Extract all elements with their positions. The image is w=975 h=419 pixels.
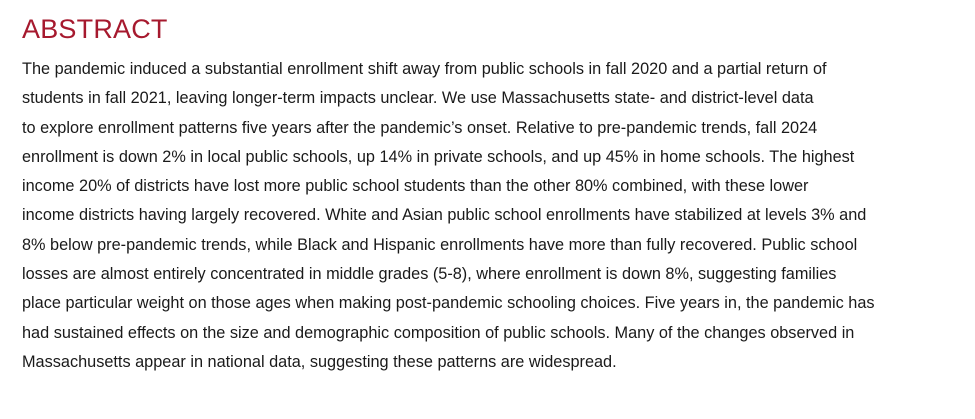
abstract-section [22, 12, 967, 377]
abstract-heading: ABSTRACT [22, 14, 168, 44]
abstract-line: losses are almost entirely concentrated in middle grades (5-8), where enrollment is down 8%, suggesting families [22, 265, 837, 284]
abstract-line: place particular weight on those ages when making post-pandemic schooling choices. Five years in, the pandemic has [22, 294, 875, 313]
abstract-line: enrollment is down 2% in local public schools, up 14% in private schools, and up 45% in home schools. The highest [22, 147, 855, 166]
abstract-line: Massachusetts appear in national data, suggesting these patterns are widespread. [22, 352, 617, 371]
abstract-line: income districts having largely recovered. White and Asian public school enrollments have stabilized at levels 3% and [22, 206, 867, 225]
abstract-line: 8% below pre-pandemic trends, while Black and Hispanic enrollments have more than fully recovered. Public school [22, 235, 858, 254]
abstract-body [22, 55, 967, 377]
abstract-line: The pandemic induced a substantial enrollment shift away from public schools in fall 2020 and a partial return of [22, 60, 827, 78]
abstract-line: students in fall 2021, leaving longer-term impacts unclear. We use Massachusetts state- and district-level data [22, 89, 814, 108]
abstract-line: income 20% of districts have lost more public school students than the other 80% combined, with these lower [22, 177, 809, 196]
abstract-line: to explore enrollment patterns five years after the pandemic’s onset. Relative to pre-pandemic trends, fall 2024 [22, 118, 818, 137]
abstract-line: had sustained effects on the size and demographic composition of public schools. Many of the changes observed in [22, 323, 855, 342]
